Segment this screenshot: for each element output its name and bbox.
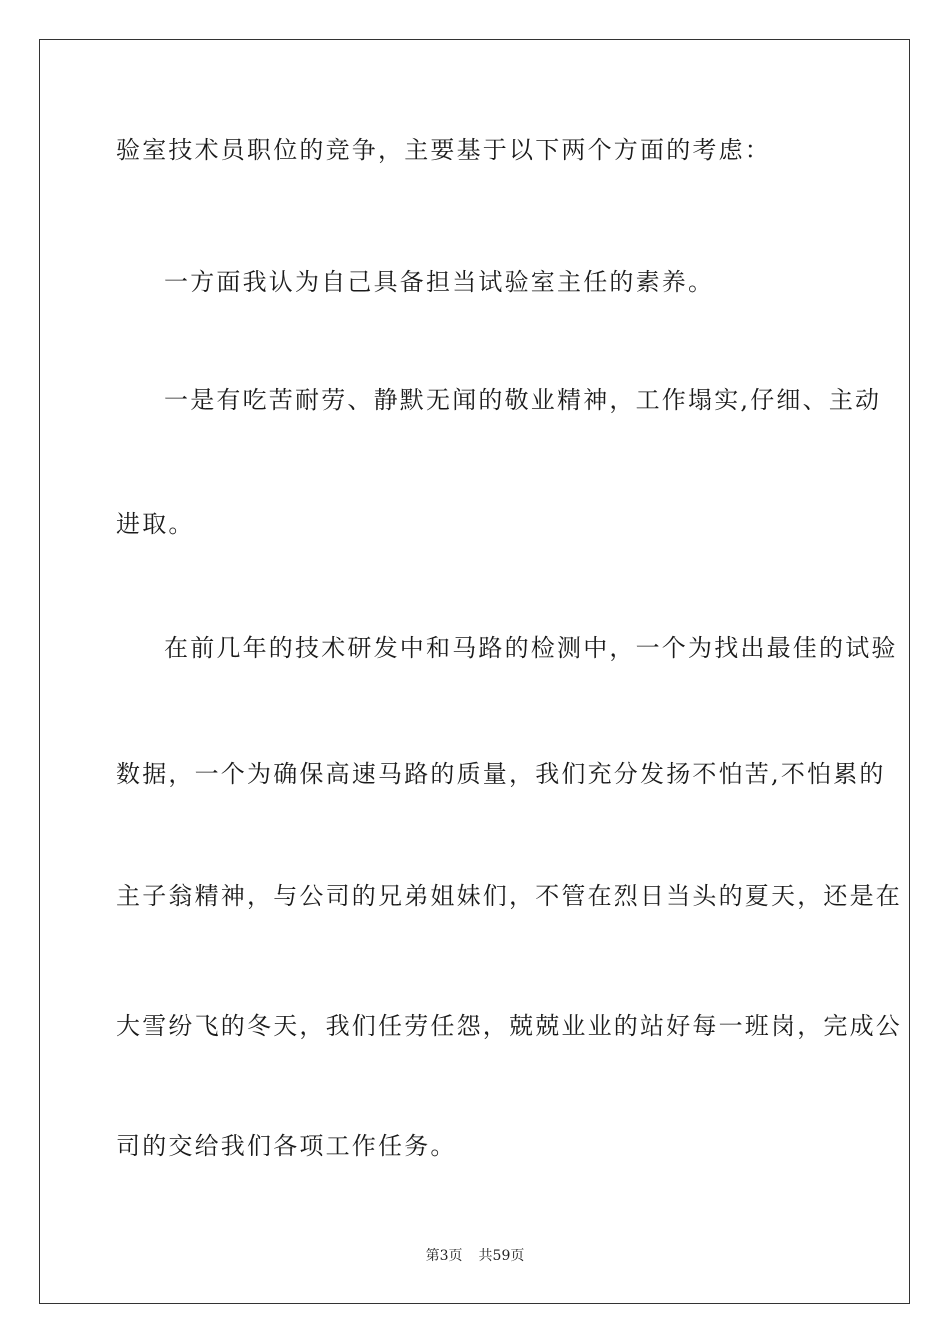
page-total: 共59页 bbox=[478, 1248, 525, 1264]
text-line-8: 大雪纷飞的冬天，我们任劳任怨，兢兢业业的站好每一班岗，完成公 bbox=[116, 1012, 902, 1040]
page-frame bbox=[39, 39, 910, 1304]
text-line-5: 在前几年的技术研发中和马路的检测中，一个为找出最佳的试验 bbox=[164, 634, 898, 662]
text-line-7: 主子翁精神，与公司的兄弟姐妹们，不管在烈日当头的夏天，还是在 bbox=[116, 882, 902, 910]
text-line-9: 司的交给我们各项工作任务。 bbox=[116, 1132, 457, 1160]
text-line-1: 验室技术员职位的竞争，主要基于以下两个方面的考虑： bbox=[116, 136, 771, 164]
page-number: 第3页 bbox=[425, 1248, 463, 1264]
text-line-3: 一是有吃苦耐劳、静默无闻的敬业精神，工作塌实,仔细、主动 bbox=[164, 386, 882, 414]
text-line-2: 一方面我认为自己具备担当试验室主任的素养。 bbox=[164, 268, 715, 296]
page-footer bbox=[0, 1247, 950, 1265]
text-line-4: 进取。 bbox=[116, 510, 195, 538]
text-line-6: 数据，一个为确保高速马路的质量，我们充分发扬不怕苦,不怕累的 bbox=[116, 760, 886, 788]
